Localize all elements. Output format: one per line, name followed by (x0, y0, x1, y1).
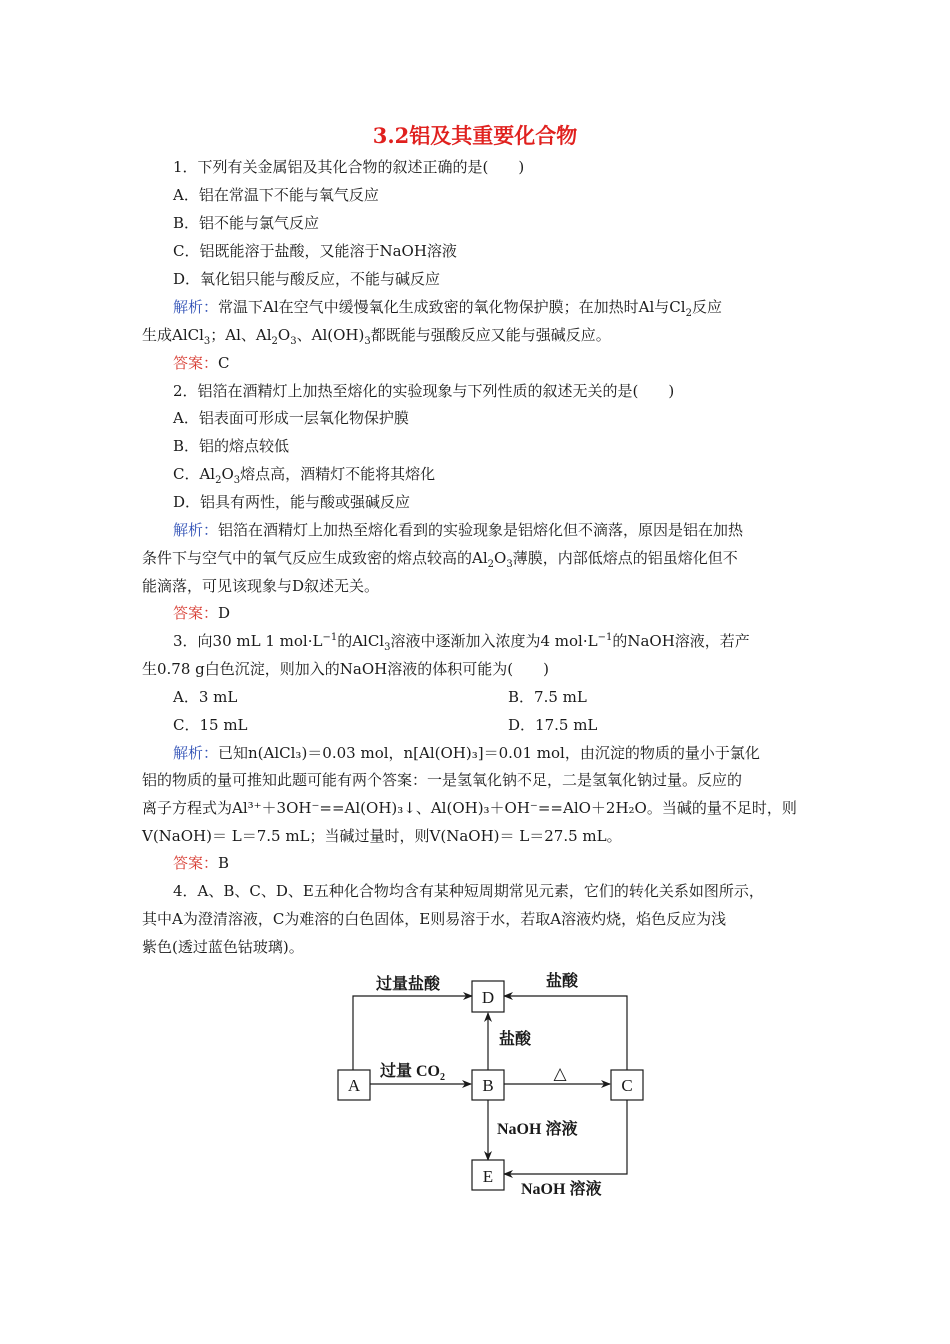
q2-answer: 答案：D (173, 604, 231, 622)
q2-analysis-line2: 条件下与空气中的氧气反应生成致密的熔点较高的$Al_2O_3$薄膜，内部低熔点的铝虽熔化但不 (142, 549, 738, 570)
label-b-to-e: NaOH 溶液 (497, 1121, 578, 1138)
answer-label: 答案： (173, 604, 219, 622)
node-e: E (482, 1167, 494, 1186)
analysis-label: 解析： (173, 744, 219, 762)
q3-option-b: B．7.5 mL (508, 688, 587, 706)
answer-label: 答案： (173, 854, 219, 872)
analysis-label: 解析： (173, 521, 219, 539)
q3-stem-line2: 生0.78 g白色沉淀，则加入的NaOH溶液的体积可能为( ) (142, 660, 549, 678)
node-c: C (621, 1076, 633, 1095)
q3-stem-line1: 3．向30 mL 1 $mol\cdot L^{-1}$的AlCl$_3$溶液中逐渐加入浓度为4 $mol\cdot L^{-1}$的NaOH溶液，若产 (173, 632, 750, 653)
node-d: D (481, 988, 495, 1007)
analysis-label: 解析： (173, 298, 219, 316)
q3-analysis-line1: 解析：已知n(AlCl₃)＝0.03 mol，n[Al(OH)₃]＝0.01 mol，由沉淀的物质的量小于氯化 (173, 744, 760, 762)
q3-answer: 答案：B (173, 854, 230, 872)
node-b: B (482, 1076, 494, 1095)
q1-analysis-line2: 生成AlCl$_3$；Al、$Al_2O_3$、$Al(OH)_3$都既能与强酸反应又能与强碱反应。 (142, 326, 611, 347)
heat-triangle-icon: △ (553, 1064, 567, 1083)
q3-option-a: A．3 mL (173, 688, 238, 706)
q2-stem: 2．铝箔在酒精灯上加热至熔化的实验现象与下列性质的叙述无关的是( ) (173, 382, 675, 400)
q2-option-c: C．$Al_2O_3$熔点高，酒精灯不能将其熔化 (173, 465, 436, 486)
q1-option-c: C．铝既能溶于盐酸，又能溶于NaOH溶液 (173, 242, 457, 260)
q2-option-a: A．铝表面可形成一层氧化物保护膜 (173, 409, 409, 427)
label-a-to-d: 过量盐酸 (376, 976, 441, 993)
answer-label: 答案： (173, 354, 219, 372)
q1-answer: 答案：C (173, 354, 230, 372)
q3-analysis-line4: V(NaOH)＝ L＝7.5 mL；当碱过量时，则V(NaOH)＝ L＝27.5 mL。 (142, 827, 622, 845)
q2-option-d: D．铝具有两性，能与酸或强碱反应 (173, 493, 411, 511)
q2-option-b: B．铝的熔点较低 (173, 437, 290, 455)
conversion-diagram (330, 962, 650, 1202)
q4-stem-line1: 4．A、B、C、D、E五种化合物均含有某种短周期常见元素，它们的转化关系如图所示， (173, 882, 764, 900)
node-a: A (347, 1076, 361, 1095)
q1-option-a: A．铝在常温下不能与氧气反应 (173, 186, 379, 204)
arrow-a-to-d (353, 996, 472, 1070)
conversion-diagram-svg (330, 962, 650, 1202)
q3-analysis-line2: 铝的物质的量可推知此题可能有两个答案：一是氢氧化钠不足，二是氢氧化钠过量。反应的 (142, 771, 743, 789)
q1-stem: 1．下列有关金属铝及其化合物的叙述正确的是( ) (173, 158, 525, 176)
q3-option-c: C．15 mL (173, 716, 248, 734)
label-b-to-d: 盐酸 (499, 1031, 532, 1048)
q1-option-b: B．铝不能与氯气反应 (173, 214, 320, 232)
page-title: 3.2铝及其重要化合物 (372, 123, 578, 148)
q2-analysis-line1: 解析：铝箔在酒精灯上加热至熔化看到的实验现象是铝熔化但不滴落，原因是铝在加热 (173, 521, 744, 539)
label-c-to-e: NaOH 溶液 (521, 1181, 602, 1198)
q1-option-d: D．氧化铝只能与酸反应，不能与碱反应 (173, 270, 441, 288)
label-c-to-d: 盐酸 (546, 973, 579, 990)
q3-option-d: D．17.5 mL (508, 716, 598, 734)
q4-stem-line3: 紫色(透过蓝色钴玻璃)。 (142, 938, 304, 956)
q4-stem-line2: 其中A为澄清溶液，C为难溶的白色固体，E则易溶于水，若取A溶液灼烧，焰色反应为浅 (142, 910, 727, 928)
q1-analysis-line1: 解析：常温下Al在空气中缓慢氧化生成致密的氧化物保护膜；在加热时Al与$Cl_2$反应 (173, 298, 722, 319)
q3-analysis-line3: 离子方程式为Al³⁺＋3OH⁻==Al(OH)₃↓、Al(OH)₃＋OH⁻==AlO＋2H₂O。当碱的量不足时，则 (142, 799, 797, 817)
label-a-to-b: 过量 $CO_2$ (380, 1063, 446, 1083)
q2-analysis-line3: 能滴落，可见该现象与D叙述无关。 (142, 577, 380, 595)
